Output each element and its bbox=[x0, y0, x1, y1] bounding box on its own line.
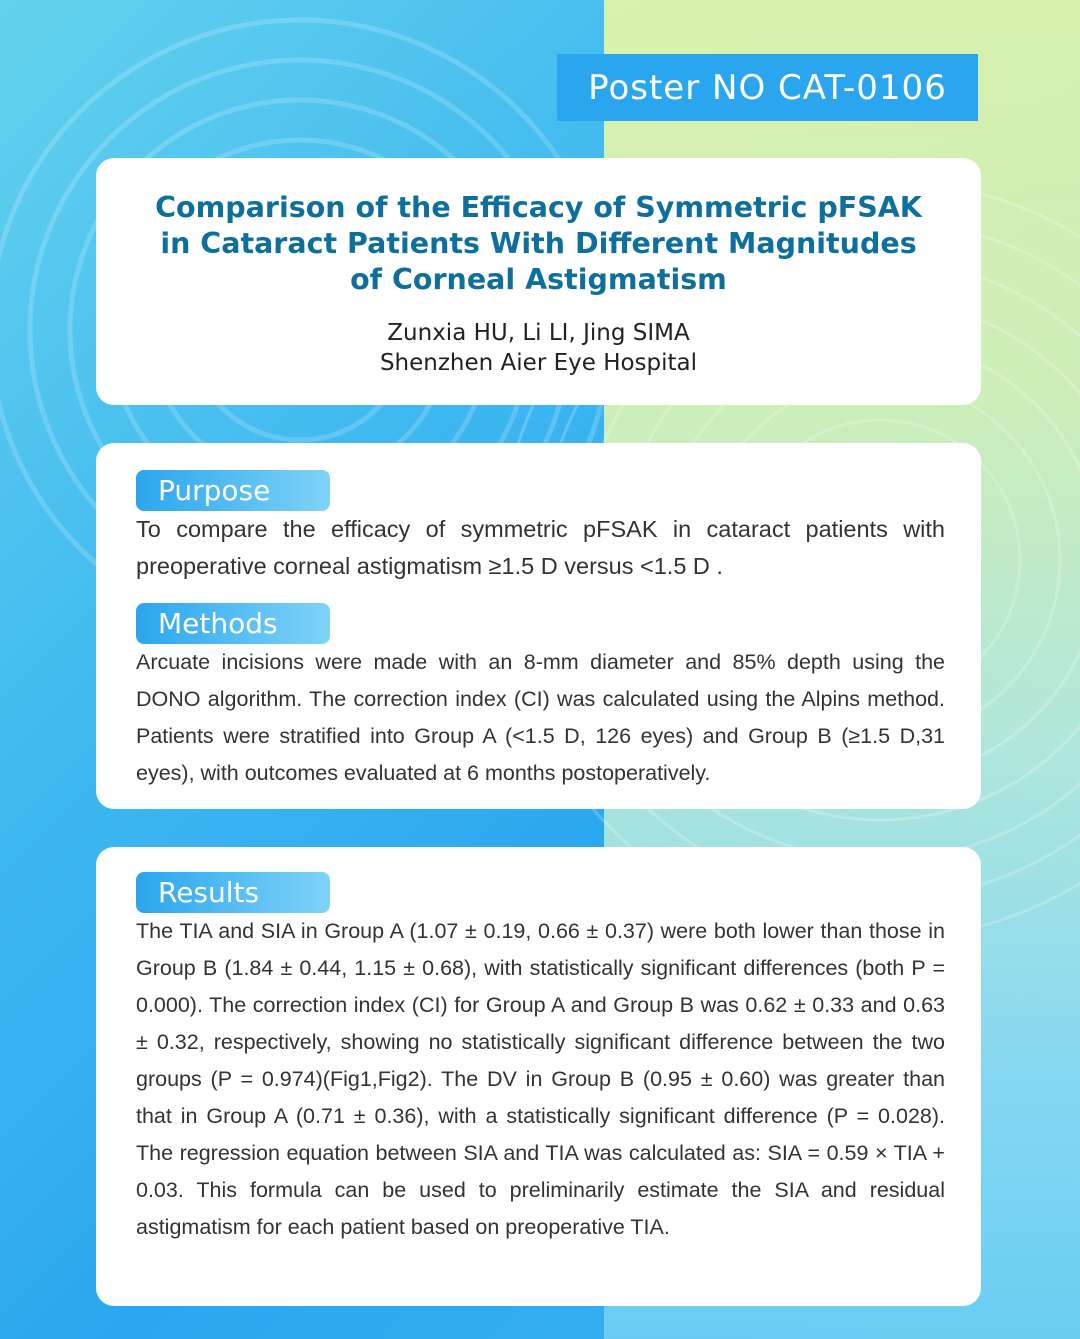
poster-number-badge: Poster NO CAT-0106 bbox=[557, 54, 978, 121]
affiliation: Shenzhen Aier Eye Hospital bbox=[379, 350, 698, 376]
results-text: The TIA and SIA in Group A (1.07 ± 0.19, 0.66 ± 0.37) were both lower than those in Group B (1.84 ± 0.44, 1.15 ± 0.68), with statistically significant differences (both P = 0.000). The correction index (CI) for Group A and Group B was 0.62 ± 0.33 and 0.63 ± 0.32, respectively, showing no statistically significant difference between the two groups (P = 0.974)(Fig1,Fig2). The DV in Group B (0.95 ± 0.60) was greater than that in Group A (0.71 ± 0.36), with a statistically significant difference (P = 0.028). The regression equation between SIA and TIA was calculated as: SIA = 0.59 × TIA + 0.03. This formula can be used to preliminarily estimate the SIA and residual astigmatism for each patient based on preoperative TIA. bbox=[136, 919, 945, 1239]
paper-title: Comparison of the Efficacy of Symmetric pFSAK in Cataract Patients With Different Magnitudes of Corneal Astigmatism bbox=[155, 191, 922, 296]
methods-text: Arcuate incisions were made with an 8-mm diameter and 85% depth using the DONO algorithm. The correction index (CI) was calculated using the Alpins method. Patients were stratified into Group A (<1.5 D, 126 eyes) and Group B (≥1.5 D,31 eyes), with outcomes evaluated at 6 months postoperatively. bbox=[136, 650, 945, 785]
title-card bbox=[96, 158, 981, 405]
purpose-methods-card bbox=[96, 443, 981, 809]
authors: Zunxia HU, Li LI, Jing SIMA bbox=[387, 320, 690, 346]
methods-label: Methods bbox=[136, 603, 330, 644]
results-card bbox=[96, 847, 981, 1306]
purpose-label: Purpose bbox=[136, 470, 330, 511]
purpose-text: To compare the efficacy of symmetric pFSAK in cataract patients with preoperative corneal astigmatism ≥1.5 D versus <1.5 D . bbox=[136, 516, 945, 579]
results-label: Results bbox=[136, 872, 330, 913]
